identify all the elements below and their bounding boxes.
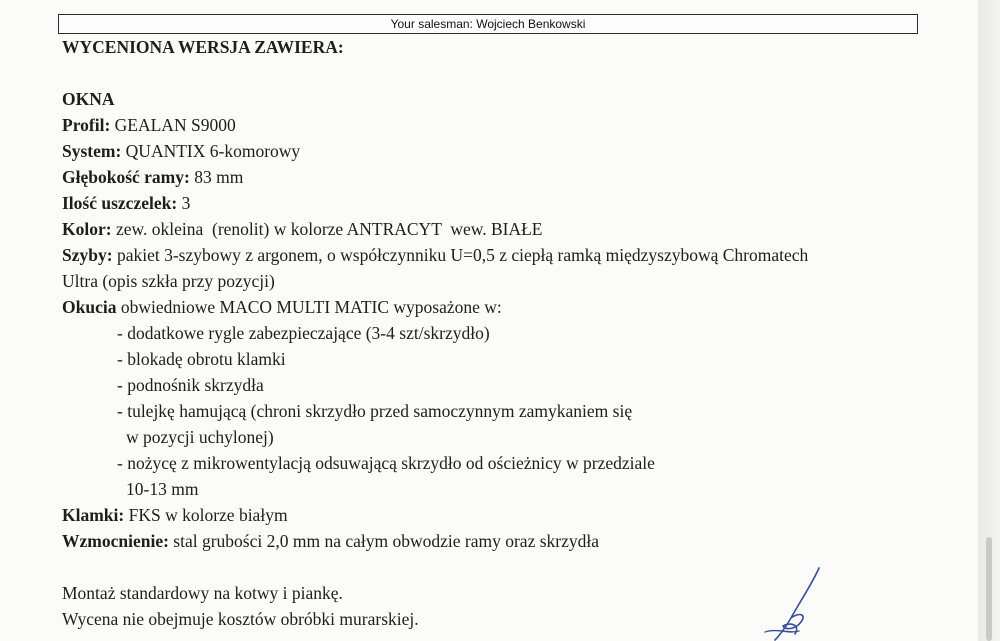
szyby-value: pakiet 3-szybowy z argonem, o współczynniku U=0,5 z ciepłą ramką międzyszybową Chromatech — [116, 245, 809, 265]
wzmocnienie-line — [62, 528, 962, 554]
szyby-line — [62, 242, 962, 268]
profil-line — [62, 112, 962, 138]
uszczelki-value: 3 — [181, 193, 191, 213]
okucia-value: obwiedniowe MACO MULTI MATIC wyposażone w: — [120, 297, 502, 317]
okucia-item: - nożycę z mikrowentylacją odsuwającą skrzydło od ościeżnicy w przedziale — [117, 453, 655, 473]
okucia-line — [62, 294, 962, 320]
okucia-item-continued: w pozycji uchylonej) — [126, 427, 274, 447]
szyby-line-2: Ultra (opis szkła przy pozycji) — [62, 271, 275, 291]
klamki-line — [62, 502, 962, 528]
heading: WYCENIONA WERSJA ZAWIERA: — [62, 37, 344, 57]
salesman-header: Your salesman: Wojciech Benkowski — [58, 14, 918, 34]
signature-icon — [755, 560, 845, 641]
klamki-label: Klamki: — [62, 505, 125, 525]
uszczelki-label: Ilość uszczelek: — [62, 193, 178, 213]
section-title: OKNA — [62, 89, 115, 109]
okucia-item: - dodatkowe rygle zabezpieczające (3-4 szt/skrzydło) — [117, 323, 490, 343]
uszczelki-line — [62, 190, 962, 216]
system-label: System: — [62, 141, 122, 161]
scrollbar-thumb[interactable] — [986, 537, 992, 641]
glebokosc-line — [62, 164, 962, 190]
kolor-line — [62, 216, 962, 242]
okucia-item: - blokadę obrotu klamki — [117, 349, 286, 369]
document-body — [62, 34, 962, 632]
okucia-item: - podnośnik skrzydła — [117, 375, 264, 395]
kolor-value: zew. okleina (renolit) w kolorze ANTRACYT wew. BIAŁE — [115, 219, 543, 239]
glebokosc-label: Głębokość ramy: — [62, 167, 190, 187]
profil-value: GEALAN S9000 — [114, 115, 236, 135]
wzmocnienie-value: stal grubości 2,0 mm na całym obwodzie ramy oraz skrzydła — [173, 531, 600, 551]
system-value: QUANTIX 6-komorowy — [125, 141, 301, 161]
profil-label: Profil: — [62, 115, 111, 135]
szyby-label: Szyby: — [62, 245, 113, 265]
glebokosc-value: 83 mm — [194, 167, 244, 187]
okucia-item-continued: 10-13 mm — [126, 479, 199, 499]
okucia-label: Okucia — [62, 297, 117, 317]
okucia-item: - tulejkę hamującą (chroni skrzydło przed samoczynnym zamykaniem się — [117, 401, 633, 421]
klamki-value: FKS w kolorze białym — [128, 505, 288, 525]
wzmocnienie-label: Wzmocnienie: — [62, 531, 169, 551]
system-line — [62, 138, 962, 164]
montaz-note: Montaż standardowy na kotwy i piankę. — [62, 583, 343, 603]
kolor-label: Kolor: — [62, 219, 112, 239]
wycena-note: Wycena nie obejmuje kosztów obróbki murarskiej. — [62, 609, 419, 629]
